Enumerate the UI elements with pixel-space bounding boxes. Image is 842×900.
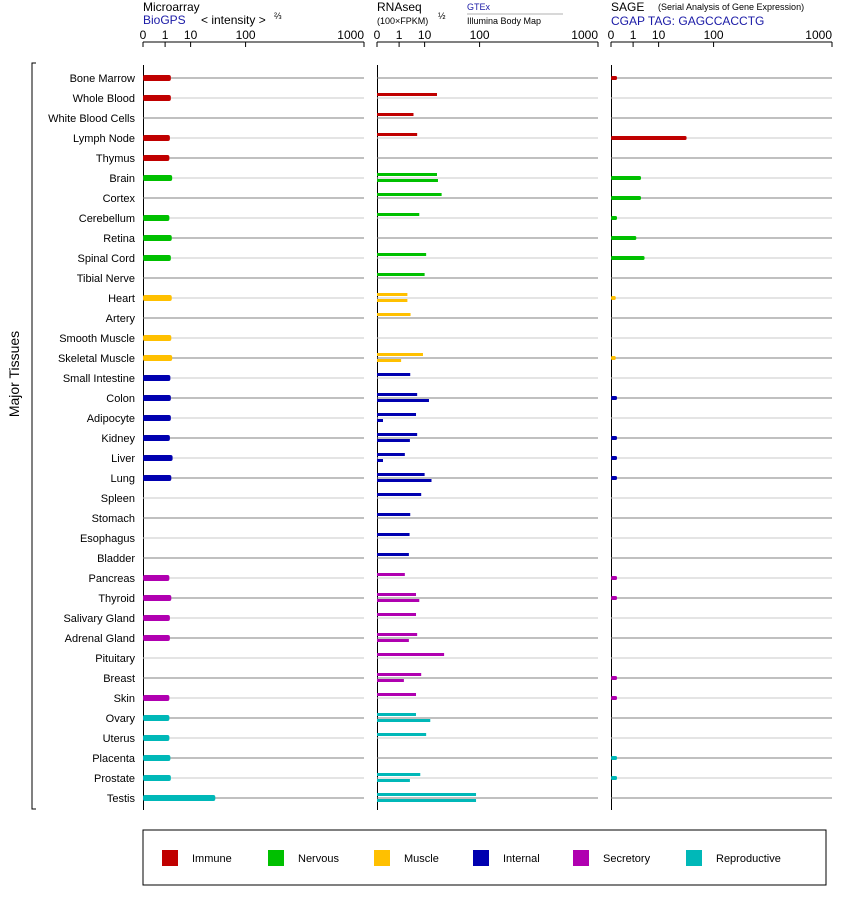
legend-swatch-nervous [268,850,284,866]
microarray-tick-label: 100 [235,28,256,42]
tissue-label: Pancreas [88,573,135,585]
tissue-label: Testis [106,793,135,805]
rnaseq-title: RNAseq [377,0,422,14]
sage-bar [611,196,641,200]
tissue-label: Whole Blood [72,93,135,105]
rnaseq-gtex-bar [377,613,416,616]
sage-tick-label: 1 [629,28,637,42]
sage-bar [611,456,617,460]
microarray-bar [143,615,170,621]
rnaseq-ibm-bar [377,779,410,782]
legend-label-muscle: Muscle [404,853,439,865]
rnaseq-gtex-bar [377,553,409,556]
sage-tick-label: 10 [651,28,666,42]
major-tissues-label: Major Tissues [6,330,22,418]
tissue-label: Artery [105,313,135,325]
rnaseq-gtex-bar [377,293,407,296]
microarray-bar [143,695,169,701]
rnaseq-gtex-bar [377,593,416,596]
microarray-bar [143,595,171,601]
rnaseq-gtex-bar [377,113,413,116]
microarray-bar [143,235,172,241]
tissue-label: Cortex [102,193,135,205]
sage-bar [611,696,617,700]
fpkm-label: (100×FPKM) [377,16,429,26]
rnaseq-ibm-bar [377,679,404,682]
tissue-label: Bone Marrow [69,73,135,85]
sage-bar [611,476,617,480]
tissue-label: Bladder [97,553,135,565]
microarray-bar [143,735,169,741]
microarray-bar [143,795,215,801]
legend-swatch-immune [162,850,178,866]
microarray-bar [143,575,169,581]
microarray-tick-label: 10 [183,28,198,42]
rnaseq-ibm-bar [377,639,409,642]
tissue-label: Retina [103,233,135,245]
tissue-label: Heart [108,293,135,305]
tissue-label: Spleen [100,493,135,505]
rnaseq-gtex-bar [377,93,437,96]
sage-title: SAGE [611,0,645,14]
sage-tick-label: 0 [607,28,615,42]
rnaseq-tick-label: 100 [469,28,490,42]
rnaseq-gtex-bar [377,513,410,516]
rnaseq-gtex-bar [377,793,476,796]
tissue-label: Spinal Cord [77,253,135,265]
tissue-label: Liver [111,453,135,465]
sage-bar [611,596,617,600]
tissue-label: Kidney [101,433,135,445]
tissue-label: Prostate [94,773,135,785]
microarray-bar [143,335,171,341]
rnaseq-gtex-bar [377,313,411,316]
microarray-bar [143,475,171,481]
rnaseq-ibm-bar [377,799,476,802]
microarray-bar [143,455,173,461]
legend-swatch-internal [473,850,489,866]
rnaseq-gtex-bar [377,733,426,736]
microarray-bar [143,635,170,641]
tissue-label: Thyroid [98,593,135,605]
sage-bar [611,236,636,240]
axes [140,28,833,810]
tissue-label: Uterus [102,733,135,745]
tissue-label: Smooth Muscle [59,333,135,345]
rnaseq-header [377,0,563,26]
microarray-bar [143,135,170,141]
microarray-bar [143,75,171,81]
legend-label-immune: Immune [192,853,232,865]
tissue-label: Skeletal Muscle [57,353,135,365]
microarray-tick-label: 1 [161,28,169,42]
sage-bar [611,756,617,760]
rnaseq-gtex-bar [377,673,421,676]
legend-label-secretory: Secretory [603,853,651,865]
legend-swatch-secretory [573,850,589,866]
tissue-label: Skin [113,693,135,705]
rnaseq-ibm-bar [377,179,438,182]
microarray-bar [143,95,171,101]
fpkm-exponent: ½ [438,11,446,21]
rnaseq-ibm-bar [377,459,383,462]
rnaseq-ibm-bar [377,359,401,362]
legend-label-nervous: Nervous [298,853,339,865]
cgap-tag-link[interactable]: CGAP TAG: GAGCCACCTG [611,14,765,28]
tissue-label: Placenta [92,753,135,765]
microarray-tick-label: 0 [139,28,147,42]
legend-swatch-reproductive [686,850,702,866]
rnaseq-tick-label: 10 [417,28,432,42]
tissue-label: Esophagus [79,533,135,545]
microarray-bar [143,775,171,781]
rnaseq-gtex-bar [377,373,410,376]
rnaseq-tick-label: 0 [373,28,381,42]
rnaseq-ibm-bar [377,419,383,422]
microarray-bar [143,215,169,221]
microarray-bar [143,435,170,441]
rnaseq-gtex-bar [377,533,410,536]
tissue-label: Salivary Gland [63,613,135,625]
sage-bar [611,76,617,80]
sage-bar [611,776,617,780]
microarray-bar [143,295,172,301]
sage-tick-label: 100 [703,28,724,42]
sage-bar [611,436,617,440]
rnaseq-ibm-bar [377,299,407,302]
rnaseq-gtex-bar [377,773,420,776]
tissue-label: Lung [110,473,135,485]
legend-swatch-muscle [374,850,390,866]
rnaseq-ibm-bar [377,599,419,602]
tissue-label: Ovary [105,713,135,725]
sage-bar [611,176,641,180]
microarray-bar [143,155,169,161]
rnaseq-ibm-bar [377,719,430,722]
illumina-label: Illumina Body Map [467,16,542,26]
microarray-tick-label: 1000 [337,28,364,42]
sage-bar [611,356,616,360]
rnaseq-gtex-bar [377,433,417,436]
microarray-bar [143,415,171,421]
microarray-title: Microarray [143,0,200,14]
sage-header [611,0,804,28]
microarray-header [143,0,282,27]
rnaseq-gtex-bar [377,213,419,216]
tissue-label: Pituitary [95,653,135,665]
side-bracket [32,63,36,809]
rnaseq-gtex-bar [377,413,416,416]
legend-label-internal: Internal [503,853,540,865]
sage-bar [611,136,687,140]
tissue-label: Adrenal Gland [64,633,135,645]
rnaseq-gtex-bar [377,393,417,396]
sage-bar [611,216,617,220]
rnaseq-gtex-bar [377,453,405,456]
intensity-exponent: ⅔ [274,11,282,21]
microarray-bar [143,395,171,401]
rnaseq-gtex-bar [377,353,423,356]
tissue-label: Lymph Node [73,133,135,145]
tissue-label: Thymus [95,153,135,165]
rnaseq-gtex-bar [377,713,416,716]
sage-tick-label: 1000 [805,28,832,42]
rnaseq-ibm-bar [377,479,432,482]
rnaseq-gtex-bar [377,173,437,176]
tissue-label: Cerebellum [78,213,135,225]
tissue-label: Stomach [91,513,135,525]
tissue-label: Tibial Nerve [76,273,135,285]
rnaseq-tick-label: 1000 [571,28,598,42]
tissue-label: Brain [109,173,135,185]
tissue-label: White Blood Cells [48,113,135,125]
sage-bar [611,256,645,260]
rnaseq-ibm-bar [377,399,429,402]
rnaseq-gtex-bar [377,273,425,276]
microarray-bar [143,755,170,761]
tissue-label: Colon [106,393,135,405]
rnaseq-gtex-bar [377,653,444,656]
sage-bar [611,296,616,300]
legend-label-reproductive: Reproductive [716,853,781,865]
sage-bar [611,676,617,680]
intensity-label: < intensity > [201,13,266,27]
microarray-bar [143,255,171,261]
microarray-bar [143,175,172,181]
rnaseq-gtex-bar [377,633,417,636]
tissue-label: Small Intestine [62,373,135,385]
sage-bar [611,396,617,400]
sage-subtitle: (Serial Analysis of Gene Expression) [658,2,805,12]
rnaseq-gtex-bar [377,493,421,496]
microarray-bar [143,355,172,361]
rnaseq-gtex-bar [377,253,426,256]
rnaseq-gtex-bar [377,573,405,576]
gtex-link[interactable]: GTEx [467,2,491,12]
microarray-bar [143,375,170,381]
tissue-label: Breast [103,673,135,685]
sage-bar [611,576,617,580]
rnaseq-gtex-bar [377,693,416,696]
microarray-bar [143,715,169,721]
rnaseq-gtex-bar [377,133,417,136]
tissue-label: Adipocyte [86,413,135,425]
biogps-link[interactable]: BioGPS [143,13,186,27]
rnaseq-gtex-bar [377,193,442,196]
rnaseq-tick-label: 1 [395,28,403,42]
rnaseq-gtex-bar [377,473,425,476]
rnaseq-ibm-bar [377,439,410,442]
